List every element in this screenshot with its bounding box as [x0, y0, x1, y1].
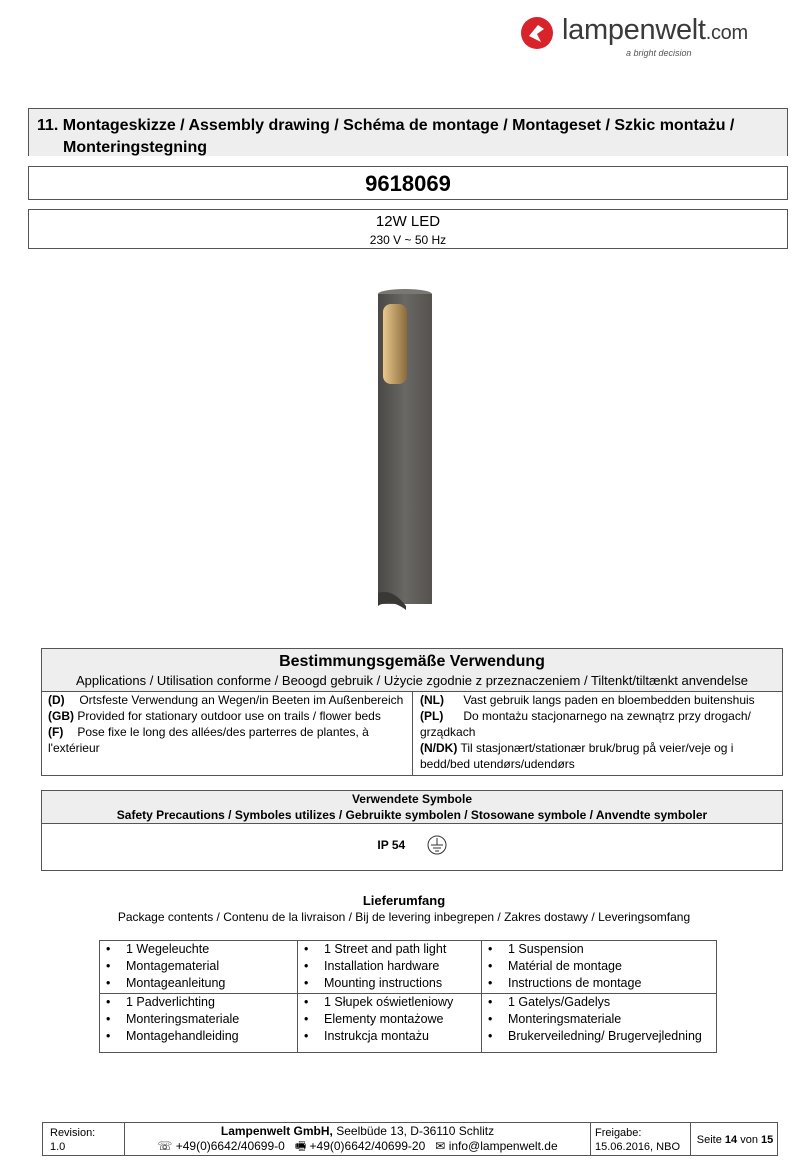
list-item: • Instructions de montage [488, 976, 642, 990]
list-item: • Montageanleitung [106, 976, 226, 990]
package-cell [482, 941, 641, 992]
usage-item: (PL) Do montażu stacjonarnego na zewnątrz przy drogach/ grządkach [420, 709, 751, 739]
list-item: • Montagehandleiding [106, 1029, 239, 1043]
usage-item: (N/DK) Til stasjonært/stationær bruk/brug på veier/veje og i bedd/bed utendørs/udendørs [420, 741, 734, 771]
list-item: • Monteringsmateriale [106, 1012, 240, 1026]
usage-right [420, 692, 778, 772]
list-item: • Monteringsmateriale [488, 1012, 622, 1026]
release-cell: Freigabe: 15.06.2016, NBO [591, 1123, 691, 1155]
package-cell [100, 994, 239, 1045]
package-title: Lieferumfang [362, 893, 446, 908]
company-cell: Lampenwelt GmbH, Seelbüde 13, D-36110 Schlitz ☏ +49(0)6642/40699-0 🖷 +49(0)6642/40699-20 ✉ info@lampenwelt.de [125, 1123, 591, 1155]
list-item: • Instrukcja montażu [304, 1029, 429, 1043]
package-cell [482, 994, 702, 1045]
list-item: • Installation hardware [304, 959, 440, 973]
usage-header: Bestimmungsgemäße Verwendung Applications / Utilisation conforme / Beoogd gebruik / Użycie zgodnie z przeznaczeniem / Tiltenkt/tiltænkt anvendelse [42, 649, 782, 692]
list-item: • Montagematerial [106, 959, 220, 973]
ip-rating: IP 54 [377, 838, 406, 852]
revision-cell: Revision: 1.0 [43, 1123, 125, 1155]
lamp-logo-icon [520, 16, 554, 50]
protective-earth-icon [427, 835, 447, 855]
page-footer [42, 1122, 778, 1156]
list-item: • 1 Suspension [488, 942, 584, 956]
list-item: • Matérial de montage [488, 959, 622, 973]
usage-item: (F) Pose fixe le long des allées/des parterres de plantes, à l'extérieur [48, 725, 369, 755]
list-item: • 1 Wegeleuchte [106, 942, 210, 956]
list-item: • Brukerveiledning/ Brugervejledning [488, 1029, 702, 1043]
symbols-table [41, 790, 783, 871]
package-cell [298, 994, 453, 1045]
usage-item: (GB) Provided for stationary outdoor use on trails / flower beds [48, 709, 381, 723]
list-item: • Elementy montażowe [304, 1012, 444, 1026]
list-item: • 1 Street and path light [304, 942, 447, 956]
list-item: • 1 Padverlichting [106, 995, 215, 1009]
package-cell [298, 941, 446, 992]
list-item: • Mounting instructions [304, 976, 443, 990]
package-cell [100, 941, 225, 992]
brand-logo [520, 12, 780, 60]
mail-icon: ✉ [435, 1139, 446, 1153]
page-number: Seite 14 von 15 [696, 1134, 774, 1146]
usage-item: (D) Ortsfeste Verwendung an Wegen/in Beeten im Außenbereich [48, 693, 404, 707]
brand-tagline: a bright decision [626, 48, 692, 58]
bollard-lamp-image [370, 288, 440, 618]
spec-box [28, 209, 788, 249]
phone-icon: ☏ [157, 1139, 173, 1153]
package-table [99, 940, 717, 1053]
email-link[interactable]: info@lampenwelt.de [448, 1139, 558, 1153]
list-item: • 1 Gatelys/Gadelys [488, 995, 611, 1009]
usage-left [48, 692, 410, 756]
list-item: • 1 Słupek oświetleniowy [304, 995, 454, 1009]
article-number: 9618069 [28, 166, 788, 200]
section-title: 11. Montageskizze / Assembly drawing / Schéma de montage / Montageset / Szkic montażu / Monteringstegning [28, 108, 788, 156]
usage-item: (NL) Vast gebruik langs paden en bloembedden buitenshuis [420, 693, 755, 707]
wattage: 12W LED [375, 213, 441, 230]
fax-icon: 🖷 [294, 1139, 307, 1153]
symbols-header: Verwendete Symbole Safety Precautions / Symboles utilizes / Gebruikte symbolen / Stosowane symbole / Anvendte symboler [42, 791, 782, 824]
brand-name: lampenwelt.com [562, 14, 748, 46]
package-subtitle: Package contents / Contenu de la livraison / Bij de levering inbegrepen / Zakres dostawy / Leveringsomfang [117, 910, 691, 924]
usage-table [41, 648, 783, 776]
voltage: 230 V ~ 50 Hz [369, 233, 447, 247]
